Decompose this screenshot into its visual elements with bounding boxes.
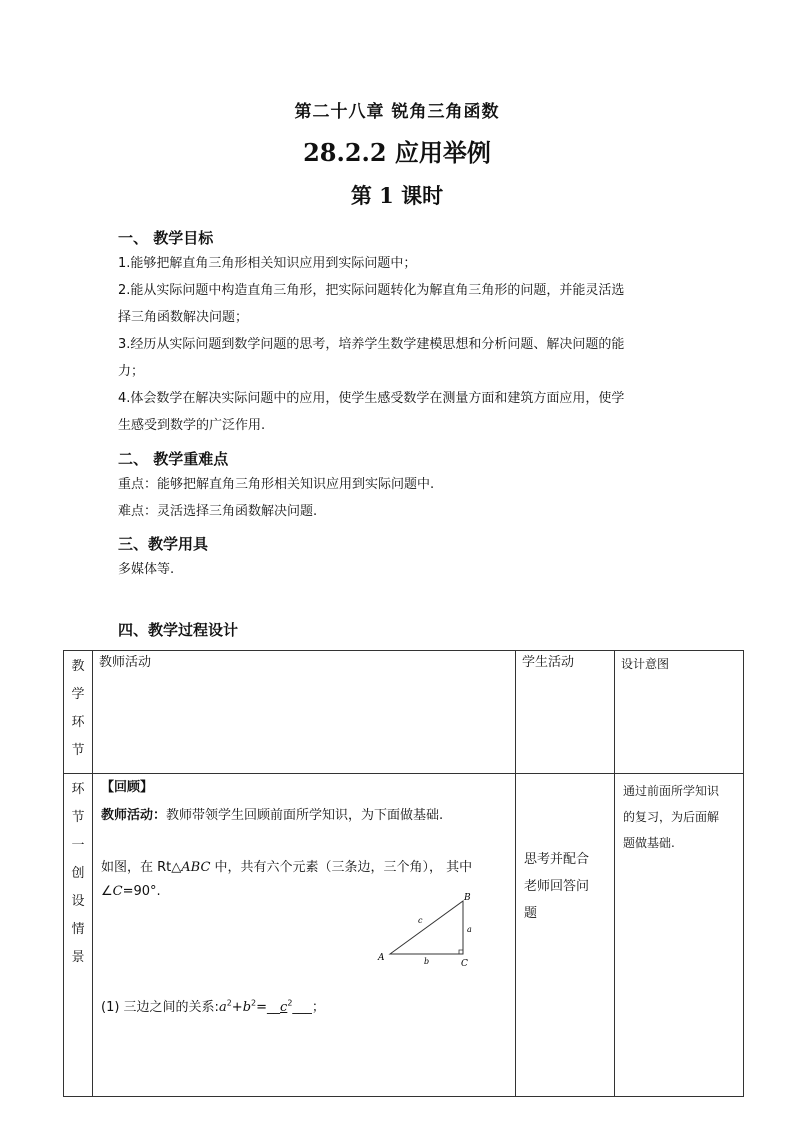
teacher-activity-header: 教师活动 [93,651,516,774]
section-process-design [118,618,678,642]
teacher-activity-label: 教师活动： [101,808,167,823]
figure-intro-text: 如图，在 Rt△ [101,860,182,875]
key-points-heading: 二、 教学重难点 [118,450,229,468]
section-teaching-objectives [118,226,678,439]
key-point: 重点：能够把解直角三角形相关知识应用到实际问题中. [118,477,435,492]
objectives-heading: 一、 教学目标 [118,229,214,247]
objective-line: 力； [118,364,145,379]
objective-line: 2.能从实际问题中构造直角三角形，把实际问题转化为解直角三角形的问题，并能灵活选 [118,283,625,298]
figure-intro-text: 中，共有六个元素（三条边，三个角）， 其中 [210,860,473,875]
triangle-shape [390,901,463,954]
section-teaching-tools [118,532,678,583]
teacher-activity-line [101,804,443,823]
angle-value: =90°. [122,884,161,899]
side-label-b: b [424,957,430,966]
design-intent-line: 通过前面所学知识 [623,784,720,798]
objective-line: 3.经历从实际问题到数学问题的思考，培养学生数学建模思想和分析问题、解决问题的能 [118,337,625,352]
objective-line: 4.体会数学在解决实际问题中的应用，使学生感受数学在测量方面和建筑方面应用，使学 [118,391,625,406]
exponent: 2 [287,998,293,1008]
student-activity-line: 老师回答问 [524,879,590,894]
exponent: 2 [251,998,257,1008]
stage-char: 环 [71,715,85,730]
blank-suffix: ___； [292,1000,325,1015]
design-intent-line: 的复习，为后面解 [623,810,720,824]
figure-intro-line [101,856,472,875]
var-b: b [242,1000,252,1015]
stage-char: 节 [71,810,85,825]
process-table [63,650,744,1097]
side-label-c: c [418,916,423,925]
question-prefix: (1) 三边之间的关系: [101,1000,219,1015]
student-activity-header: 学生活动 [516,651,615,774]
angle-vertex: C [112,884,123,899]
objective-line: 择三角函数解决问题； [118,310,249,325]
objective-line: 1.能够把解直角三角形相关知识应用到实际问题中； [118,256,417,271]
question-1-line [101,996,325,1015]
stage-header [64,651,93,774]
right-triangle-figure [375,892,485,972]
angle-symbol: ∠ [101,884,113,899]
vertex-label-a: A [378,953,385,963]
stage-char: 环 [71,782,85,797]
design-intent-line: 题做基础. [623,836,675,850]
plus-sign: + [231,1000,243,1015]
teacher-activity-cell [93,774,516,1097]
stage-char: 教 [71,659,85,674]
process-heading: 四、教学过程设计 [118,621,239,639]
stage-char: 节 [71,743,85,758]
objective-line: 生感受到数学的广泛作用. [118,418,266,433]
student-activity-line: 思考并配合 [524,852,590,867]
equals-blank: =__ [256,1000,281,1015]
student-activity-line: 题 [524,906,538,921]
student-activity-cell [516,774,615,1097]
table-row [64,774,744,1097]
difficult-point: 难点：灵活选择三角函数解决问题. [118,504,318,519]
tools-heading: 三、教学用具 [118,535,209,553]
stage-char: 一 [71,838,85,853]
vertex-label-c: C [461,959,468,969]
vertex-label-b: B [464,893,471,903]
design-intent-header: 设计意图 [615,651,744,774]
side-label-a: a [467,925,472,934]
lesson-title: 第 1 课时 [350,183,444,208]
design-intent-cell [615,774,744,1097]
section-key-points [118,447,678,525]
stage-char: 创 [71,866,85,881]
review-label: 【回顾】 [101,780,154,795]
stage-cell [64,774,93,1097]
triangle-name: ABC [181,860,211,875]
tools-content: 多媒体等. [118,562,175,577]
section-title: 28.2.2 应用举例 [303,138,491,167]
var-a: a [218,1000,227,1015]
chapter-title: 第二十八章 锐角三角函数 [294,102,500,122]
exponent: 2 [226,998,232,1008]
right-angle-line [101,884,161,899]
stage-char: 学 [71,687,85,702]
right-angle-mark [459,950,463,954]
stage-char: 情 [71,922,85,937]
stage-char: 景 [71,950,85,965]
stage-char: 设 [71,894,85,909]
teacher-activity-text: 教师带领学生回顾前面所学知识，为下面做基础. [166,808,444,823]
var-c: c [280,1000,288,1015]
table-header-row [64,651,744,774]
